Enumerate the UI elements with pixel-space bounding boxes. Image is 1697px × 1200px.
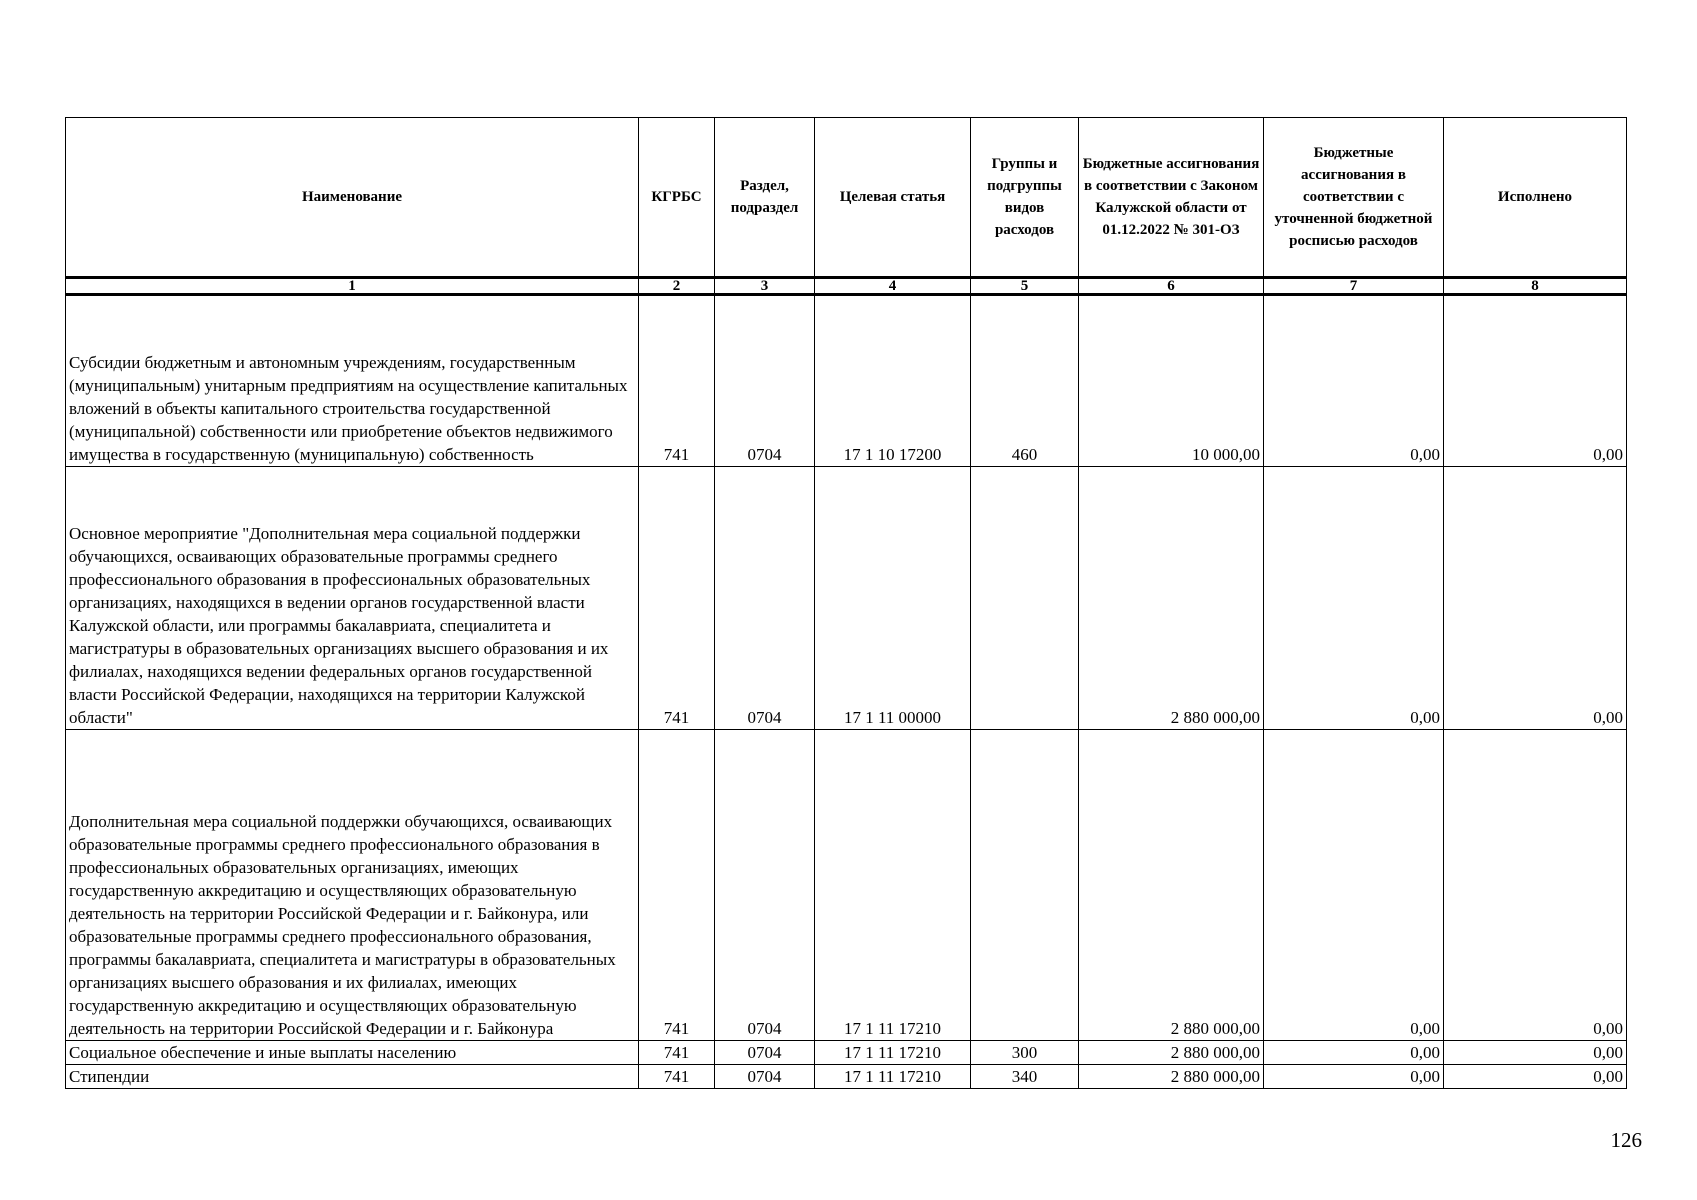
row-assign-refined: 0,00 bbox=[1264, 295, 1444, 467]
row-razdel: 0704 bbox=[715, 1041, 815, 1065]
table-row bbox=[66, 1065, 1627, 1089]
budget-sheet bbox=[65, 117, 1626, 1089]
row-tselevaya: 17 1 10 17200 bbox=[815, 295, 971, 467]
row-tselevaya: 17 1 11 17210 bbox=[815, 1041, 971, 1065]
row-razdel: 0704 bbox=[715, 730, 815, 1041]
budget-table bbox=[65, 117, 1627, 1089]
table-row bbox=[66, 295, 1627, 467]
row-ispolneno: 0,00 bbox=[1444, 1041, 1627, 1065]
row-assign-law: 10 000,00 bbox=[1079, 295, 1264, 467]
row-assign-law: 2 880 000,00 bbox=[1079, 1041, 1264, 1065]
row-name: Субсидии бюджетным и автономным учреждениям, государственным (муниципальным) унитарным предприятиям на осуществление капитальных вложений в объекты капитального строительства государственной (муниципальной) собственности или приобретение объектов недвижимого имущества в государственную (муниципальную) собственность bbox=[66, 295, 639, 467]
header-razdel: Раздел, подраздел bbox=[715, 118, 815, 278]
row-assign-refined: 0,00 bbox=[1264, 1065, 1444, 1089]
row-kgrbs: 741 bbox=[639, 295, 715, 467]
row-razdel: 0704 bbox=[715, 295, 815, 467]
row-name: Социальное обеспечение и иные выплаты населению bbox=[66, 1041, 639, 1065]
row-name: Стипендии bbox=[66, 1065, 639, 1089]
row-tselevaya: 17 1 11 17210 bbox=[815, 1065, 971, 1089]
row-ispolneno: 0,00 bbox=[1444, 1065, 1627, 1089]
row-tselevaya: 17 1 11 00000 bbox=[815, 467, 971, 730]
row-assign-law: 2 880 000,00 bbox=[1079, 467, 1264, 730]
row-ispolneno: 0,00 bbox=[1444, 730, 1627, 1041]
header-assign-law: Бюджетные ассигнования в соответствии с Законом Калужской области от 01.12.2022 № 301-ОЗ bbox=[1079, 118, 1264, 278]
column-number: 8 bbox=[1444, 278, 1627, 295]
row-ispolneno: 0,00 bbox=[1444, 295, 1627, 467]
column-number: 2 bbox=[639, 278, 715, 295]
header-ispolneno: Исполнено bbox=[1444, 118, 1627, 278]
row-gruppy bbox=[971, 730, 1079, 1041]
table-row bbox=[66, 467, 1627, 730]
table-row bbox=[66, 730, 1627, 1041]
row-gruppy: 300 bbox=[971, 1041, 1079, 1065]
row-assign-refined: 0,00 bbox=[1264, 467, 1444, 730]
header-gruppy: Группы и подгруппы видов расходов bbox=[971, 118, 1079, 278]
row-name: Дополнительная мера социальной поддержки обучающихся, осваивающих образовательные программы среднего профессионального образования в профессиональных образовательных организациях, имеющих государственную аккредитацию и осуществляющих образовательную деятельность на территории Российской Федерации и г. Байконура, или образовательные программы среднего профессионального образования, программы бакалавриата, специалитета и магистратуры в образовательных организациях высшего образования и их филиалах, имеющих государственную аккредитацию и осуществляющих образовательную деятельность на территории Российской Федерации и г. Байконура bbox=[66, 730, 639, 1041]
header-name: Наименование bbox=[66, 118, 639, 278]
row-gruppy bbox=[971, 467, 1079, 730]
row-kgrbs: 741 bbox=[639, 1065, 715, 1089]
header-tselevaya: Целевая статья bbox=[815, 118, 971, 278]
row-kgrbs: 741 bbox=[639, 730, 715, 1041]
row-assign-refined: 0,00 bbox=[1264, 1041, 1444, 1065]
row-gruppy: 340 bbox=[971, 1065, 1079, 1089]
column-number: 5 bbox=[971, 278, 1079, 295]
row-tselevaya: 17 1 11 17210 bbox=[815, 730, 971, 1041]
row-name: Основное мероприятие "Дополнительная мера социальной поддержки обучающихся, осваивающих образовательные программы среднего профессионального образования в профессиональных образовательных организациях, находящихся в ведении органов государственной власти Калужской области, или программы бакалавриата, специалитета и магистратуры в образовательных организациях высшего образования и их филиалах, находящихся ведении федеральных органов государственной власти Российской Федерации, находящихся на территории Калужской области" bbox=[66, 467, 639, 730]
column-number: 6 bbox=[1079, 278, 1264, 295]
table-row bbox=[66, 1041, 1627, 1065]
row-assign-refined: 0,00 bbox=[1264, 730, 1444, 1041]
page-number: 126 bbox=[1610, 1128, 1642, 1152]
column-number-row bbox=[66, 278, 1627, 295]
header-kgrbs: КГРБС bbox=[639, 118, 715, 278]
column-number: 7 bbox=[1264, 278, 1444, 295]
row-razdel: 0704 bbox=[715, 1065, 815, 1089]
column-number: 3 bbox=[715, 278, 815, 295]
header-row bbox=[66, 118, 1627, 278]
row-kgrbs: 741 bbox=[639, 1041, 715, 1065]
column-number: 1 bbox=[66, 278, 639, 295]
header-assign-refined: Бюджетные ассигнования в соответствии с уточненной бюджетной росписью расходов bbox=[1264, 118, 1444, 278]
row-ispolneno: 0,00 bbox=[1444, 467, 1627, 730]
row-assign-law: 2 880 000,00 bbox=[1079, 730, 1264, 1041]
row-assign-law: 2 880 000,00 bbox=[1079, 1065, 1264, 1089]
row-razdel: 0704 bbox=[715, 467, 815, 730]
row-kgrbs: 741 bbox=[639, 467, 715, 730]
column-number: 4 bbox=[815, 278, 971, 295]
row-gruppy: 460 bbox=[971, 295, 1079, 467]
